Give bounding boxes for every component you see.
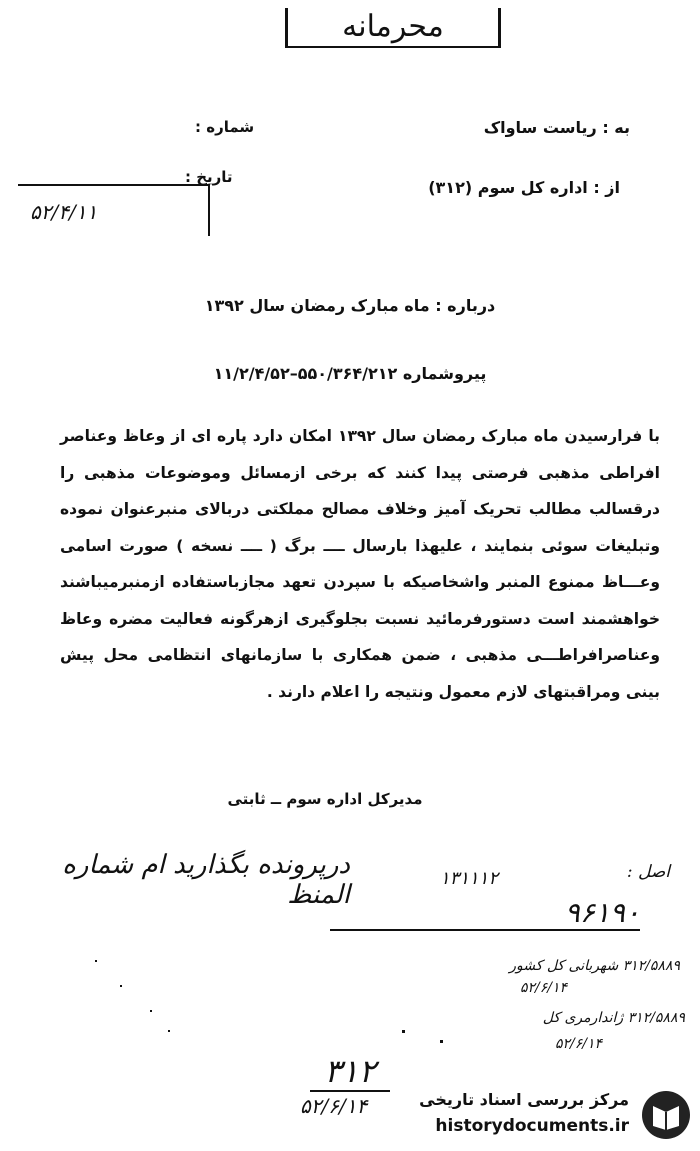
handwritten-note-left: درپرونده بگذارید ام شماره المنظ	[62, 850, 350, 910]
handwritten-routing-1: ۳۱۲/۵۸۸۹ شهربانی کل کشور	[509, 958, 680, 974]
scan-speck	[95, 960, 97, 962]
handwritten-number: ۹۶۱۹۰	[330, 896, 640, 931]
scan-speck	[168, 1030, 170, 1032]
handwritten-dept-code: ۳۱۲	[310, 1052, 390, 1092]
number-label: شماره :	[195, 118, 255, 136]
subject-line: درباره : ماه مبارک رمضان سال ۱۳۹۲	[204, 296, 496, 315]
letter-body: با فرارسیدن ماه مبارک رمضان سال ۱۳۹۲ امکان دارد پاره ای از وعاظ وعناصر افراطی مذهبی فرصتی پیدا کنند که برخی ازمسائل وموضوعات مذهبی را درقسالب مطالب تحریک آمیز وخلاف مصالح مملکتی دربالای منبرعنوان نموده وتبلیغات سوئی بنمایند ، علیهذا بارسال ــــ برگ ( ــــ نسخه ) صورت اسامی وعـــاظ ممنوع المنبر واشخاصیکه با سپردن تعهد مجازباستفاده ازمنبرمیباشند خواهشمند است دستورفرمائید نسبت بجلوگیری ازهرگونه فعالیت مضره وعاظ وعناصرافراطـــی مذهبی ، ضمن همکاری با سازمانهای انتظامی محل پیش بینی ومراقبتهای لازم معمول ونتیجه را اعلام دارند .	[60, 427, 660, 701]
handwritten-routing-1-date: ۵۲/۶/۱۴	[520, 980, 568, 996]
handwritten-routing-2-date: ۵۲/۶/۱۴	[555, 1036, 603, 1052]
date-label: تاریخ :	[185, 168, 233, 186]
book-logo-icon	[641, 1090, 691, 1140]
date-box-value: ۵۲/۴/۱۱	[30, 200, 98, 224]
scan-speck	[120, 985, 122, 987]
watermark	[415, 1088, 695, 1144]
handwritten-origin: اصل :	[626, 862, 670, 882]
sender-line: از : اداره کل سوم (۳۱۲)	[428, 178, 620, 197]
scan-speck	[440, 1040, 443, 1043]
classification-stamp: محرمانه	[285, 8, 501, 48]
handwritten-date: ۵۲/۶/۱۴	[300, 1094, 368, 1118]
reference-line: پیروشماره ۵۵۰/۳۶۴/۲۱۲–۱۱/۲/۴/۵۲	[213, 364, 487, 383]
signature-line: مدیرکل اداره سوم ــ ثابتی	[227, 790, 423, 808]
recipient-line: به : ریاست ساواک	[483, 118, 630, 137]
handwritten-code: ۱۳۱۱۱۲	[440, 868, 499, 889]
scan-speck	[402, 1030, 405, 1033]
watermark-url: historydocuments.ir	[435, 1116, 629, 1136]
watermark-title: مرکز بررسی اسناد تاریخی	[419, 1090, 629, 1109]
scan-speck	[150, 1010, 152, 1012]
handwritten-routing-2: ۳۱۲/۵۸۸۹ ژاندارمری کل	[542, 1010, 685, 1026]
